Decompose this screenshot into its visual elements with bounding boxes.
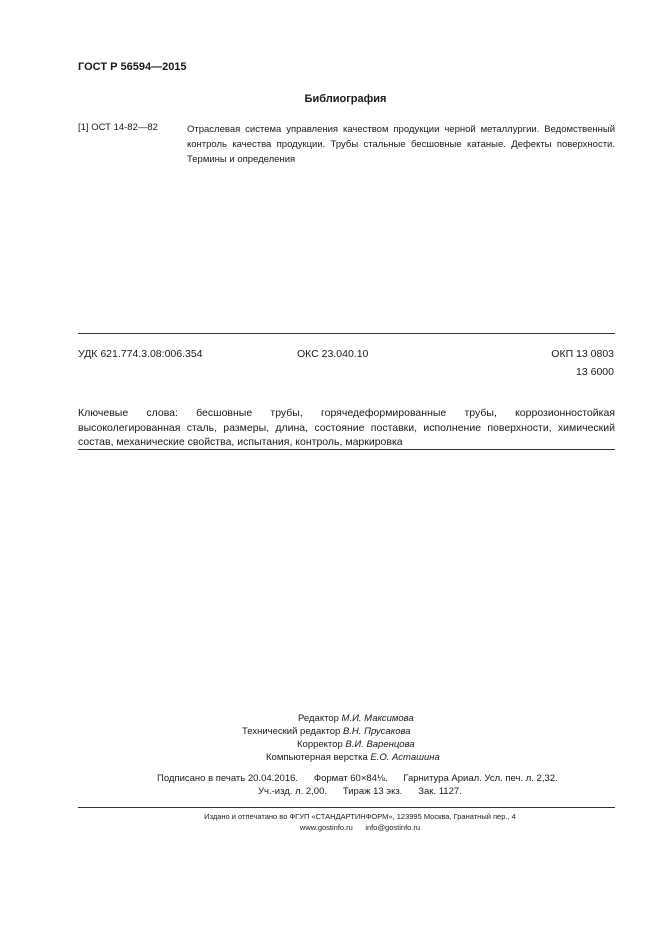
credit-proofreader bbox=[297, 739, 415, 750]
bibliography-entry-number: [1] ОСТ 14-82—82 bbox=[78, 122, 158, 133]
divider-publisher bbox=[78, 807, 615, 808]
udk-code: УДК 621.774.3.08:006.354 bbox=[78, 348, 203, 360]
document-code: ГОСТ Р 56594—2015 bbox=[78, 61, 187, 73]
imprint-line-2: Уч.-изд. л. 2,00. Тираж 13 экз. Зак. 1127. bbox=[258, 786, 462, 797]
credit-name: В.И. Варенцова bbox=[345, 739, 415, 750]
okp-code-line-1: ОКП 13 0803 bbox=[551, 348, 614, 360]
credit-role: Компьютерная верстка bbox=[266, 752, 368, 763]
credit-name: М.И. Максимова bbox=[341, 713, 414, 724]
publisher-line-2: www.gostinfo.ru info@gostinfo.ru bbox=[299, 823, 421, 832]
credit-name: Е.О. Асташина bbox=[370, 752, 440, 763]
divider-bottom bbox=[78, 449, 615, 450]
credit-name: В.Н. Прусакова bbox=[342, 726, 411, 737]
publisher-line-1: Издано и отпечатано во ФГУП «СТАНДАРТИНФОРМ», 123995 Москва, Гранатный пер., 4 bbox=[204, 812, 516, 821]
oks-code: ОКС 23.040.10 bbox=[297, 348, 369, 360]
credit-role: Технический редактор bbox=[242, 726, 341, 737]
bibliography-entry-text: Отраслевая система управления качеством продукции черной металлургии. Ведомственный контроль качества продукции. Трубы стальные бесшовные катаные. Дефекты поверхности. Термины и определения bbox=[187, 124, 615, 165]
credit-editor bbox=[298, 713, 414, 724]
divider-top bbox=[78, 333, 615, 334]
credit-layout bbox=[266, 752, 440, 763]
credit-technical-editor bbox=[242, 726, 411, 737]
credit-role: Корректор bbox=[297, 739, 343, 750]
okp-code-line-2: 13 6000 bbox=[576, 366, 614, 378]
keywords-paragraph: Ключевые слова: бесшовные трубы, горячедеформированные трубы, коррозионностойкая высоколегированная сталь, размеры, длина, состояние поставки, исполнение поверхности, химический состав, механические свойства, испытания, контроль, маркировка bbox=[78, 407, 615, 448]
imprint-line-1: Подписано в печать 20.04.2016. Формат 60×84⅛. Гарнитура Ариал. Усл. печ. л. 2,32. bbox=[157, 773, 558, 784]
bibliography-title: Библиография bbox=[304, 93, 387, 105]
credit-role: Редактор bbox=[298, 713, 339, 724]
